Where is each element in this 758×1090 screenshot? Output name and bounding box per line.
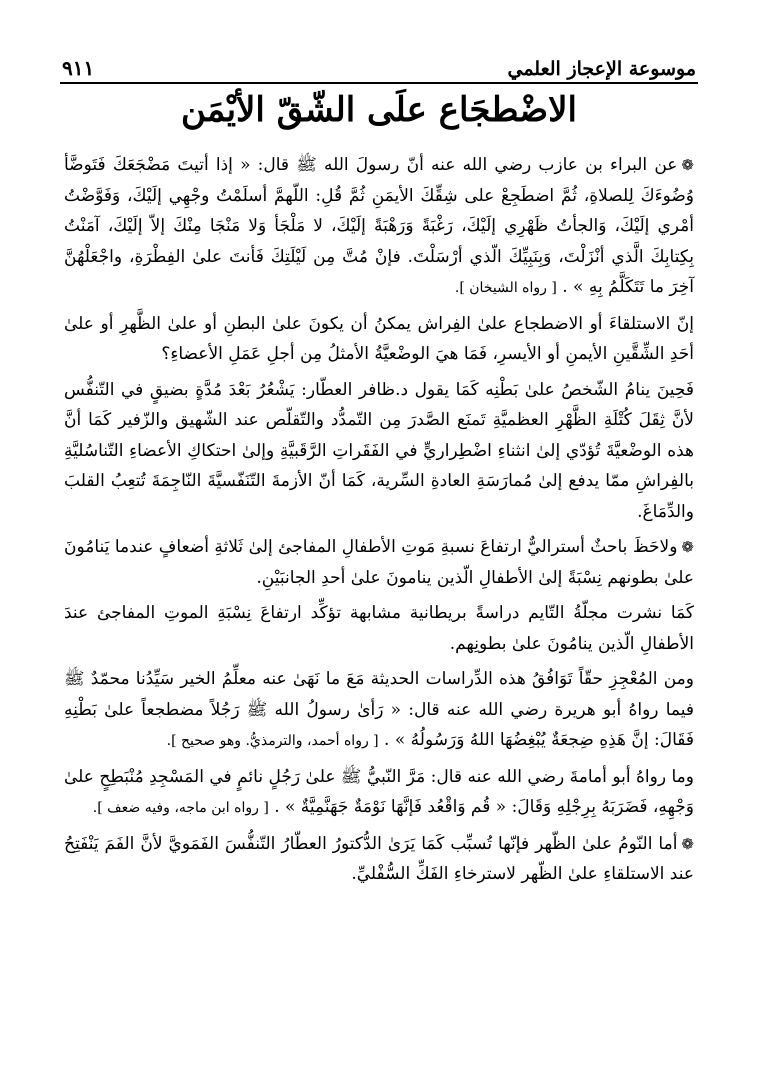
paragraph-text: ومن المُعْجِزِ حقّاً تَوَافُقُ هذه الدِّراسات الحديثة مَعَ ما نَهَىٰ عنه معلِّمُ الخير سَيِّدُنا محمّدٌ ﷺ فيما رواهُ أبو هريرة رضي الله عنه قال: « رَأىٰ رسولُ الله ﷺ رَجُلاً مضطجعاً علىٰ بَطْنِهِ فَقَالَ: إنَّ هَذِهِ ضِجعَةٌ يُبْغِضُهَا اللهُ وَرَسُولُهُ » .	[64, 669, 694, 750]
paragraph-text: أما النّومُ علىٰ الظّهر فإنّها تُسبِّب كَمَا يَرَىٰ الدُّكتورُ العطّارُ التّنفُّسَ الفَمَويَّ لأنَّ الفَمَ يَنْفَتِحُ عند الاستلقاءِ علىٰ الظّهر لاسترخاءِ الفَكِّ السُّفْليِّ.	[64, 833, 694, 884]
paragraph	[64, 309, 694, 370]
paragraph-text: وما رواهُ أبو أمامةَ رضي الله عنه قال: مَرَّ النّبيُّ ﷺ علىٰ رَجُلٍ نائمٍ في المَسْجِدِ مُنْبَطِحٍ علىٰ وَجْهِهِ، فَضَرَبَهُ بِرِجْلِهِ وَقَالَ: « قُم وَاقْعُد فَإنَّهَا نَوْمَةٌ جَهَنَّمِيَّةٌ » .	[64, 766, 695, 817]
paragraph-text: ولاحَظَ باحثٌ أستراليٌّ ارتفاعَ نسبةِ مَوتِ الأطفالِ المفاجئ إلىٰ ثَلاثةِ أضعافٍ عندما يَنامُونَ علىٰ بطونهم نِسْبَةً إلىٰ الأطفالِ الّذين ينامونَ علىٰ أحدِ الجانبَيْنِ.	[64, 537, 694, 588]
paragraph	[64, 532, 694, 593]
hadith-reference: [ رواه ابن ماجه، وفيه ضعف ].	[92, 800, 269, 816]
paragraph-text: كَمَا نشرت مجلّةُ التّايم دراسةً بريطانية مشابهة تؤكِّد ارتفاعَ نِسْبَةِ الموتِ المفاجئ عندَ الأطفالِ الّذين ينامُونَ علىٰ بطونِهم.	[64, 603, 694, 654]
running-title: موسوعة الإعجاز العلمي	[507, 58, 696, 80]
flower-bullet-icon: ❁	[681, 538, 694, 556]
hadith-reference: [ رواه أحمد، والترمذيُّ. وهو صحيح ].	[166, 733, 379, 749]
paragraph	[64, 664, 694, 757]
paragraph	[64, 598, 694, 659]
page-header	[62, 46, 696, 80]
paragraph	[64, 762, 694, 824]
article-body	[64, 150, 694, 895]
paragraph	[64, 375, 694, 528]
flower-bullet-icon: ❁	[681, 834, 694, 853]
paragraph-text: إنّ الاستلقاءَ أو الاضطجاع علىٰ الفِراش يمكنُ أن يكونَ علىٰ البطنِ أو علىٰ الظَّهرِ أو علىٰ أحَدِ الشِّقَّينِ الأيمنِ أو الأيسرِ، فَمَا هيَ الوضْعيَّةُ الأمثلُ مِن أجلِ عَمَلِ الأعضاءِ؟	[64, 313, 694, 364]
paragraph	[64, 829, 694, 890]
paragraph	[64, 150, 694, 304]
section-title: الاضْطجَاع علَى الشّقّ الأيْمَن	[181, 90, 577, 130]
paragraph-text: عن البراء بن عازب رضي الله عنه أنّ رسولَ الله ﷺ قال: « إذا أتيتَ مَضْجَعَكَ فَتَوضَّأ وُضُوءَكَ لِلصلاةِ، ثُمَّ اضطَجِعْ على شِقِّكَ الأيمَنِ ثُمَّ قُلِ: اللّهمَّ أسلَمْتُ وجْهِي إلَيْكَ، وَفَوَّضْتُ أمْري إلَيْكَ، وَالجأتُ ظَهْرِي إلَيْكَ، رَغْبَةً وَرَهْبَةً إلَيْكَ، لا مَلْجَأ وَلا مَنْجَا مِنْكَ إلاّ إلَيْكَ، آمَنْتُ بِكِتابِكَ الَّذي أنْزَلْتَ، وَبِنَبِيِّكَ الّذي أرْسَلْتَ. فإنْ مُتَّ مِن لَيْلَتِكَ فَأنتَ علىٰ الفِطْرَةِ، واجْعَلْهُنَّ آخِرَ ما تَتَكَلَّمُ بِهِ » .	[64, 155, 694, 297]
header-rule	[60, 82, 698, 84]
flower-bullet-icon: ❁	[681, 156, 694, 174]
page-number: ٩١١	[62, 56, 95, 80]
paragraph-text: فَحِينَ ينامُ الشّخصُ علىٰ بَطْنِه كَمَا يقول د.ظافر العطّار: يَشْعُرُ بَعْدَ مُدَّةٍ بضيقٍ في التّنفُّس لأنَّ ثِقَلَ كُتْلَةِ الظَّهْرِ العظميَّةِ تَمنَع الصَّدرَ مِن التّمدُّد والتّقلّص عند الشّهيق والزّفير كَمَا أنَّ هذه الوضْعيَّةَ تُؤدّي إلىٰ انثناءِ اضْطِراريٍّ في الفَقَراتِ الرَّقَبيَّةِ وإلىٰ احتكاكِ الأعضاءِ التّناسُليَّةِ بالفِراشِ ممّا يدفع إلىٰ مُمارَسَةِ العادةِ السِّرية، كَمَا أنّ الأزمةَ التّنَفّسيَّةَ النّاجِمَةَ تُتعِبُ القلبَ والدِّمَاغَ.	[64, 379, 694, 522]
hadith-reference: [ رواه الشيخان ].	[454, 280, 557, 296]
